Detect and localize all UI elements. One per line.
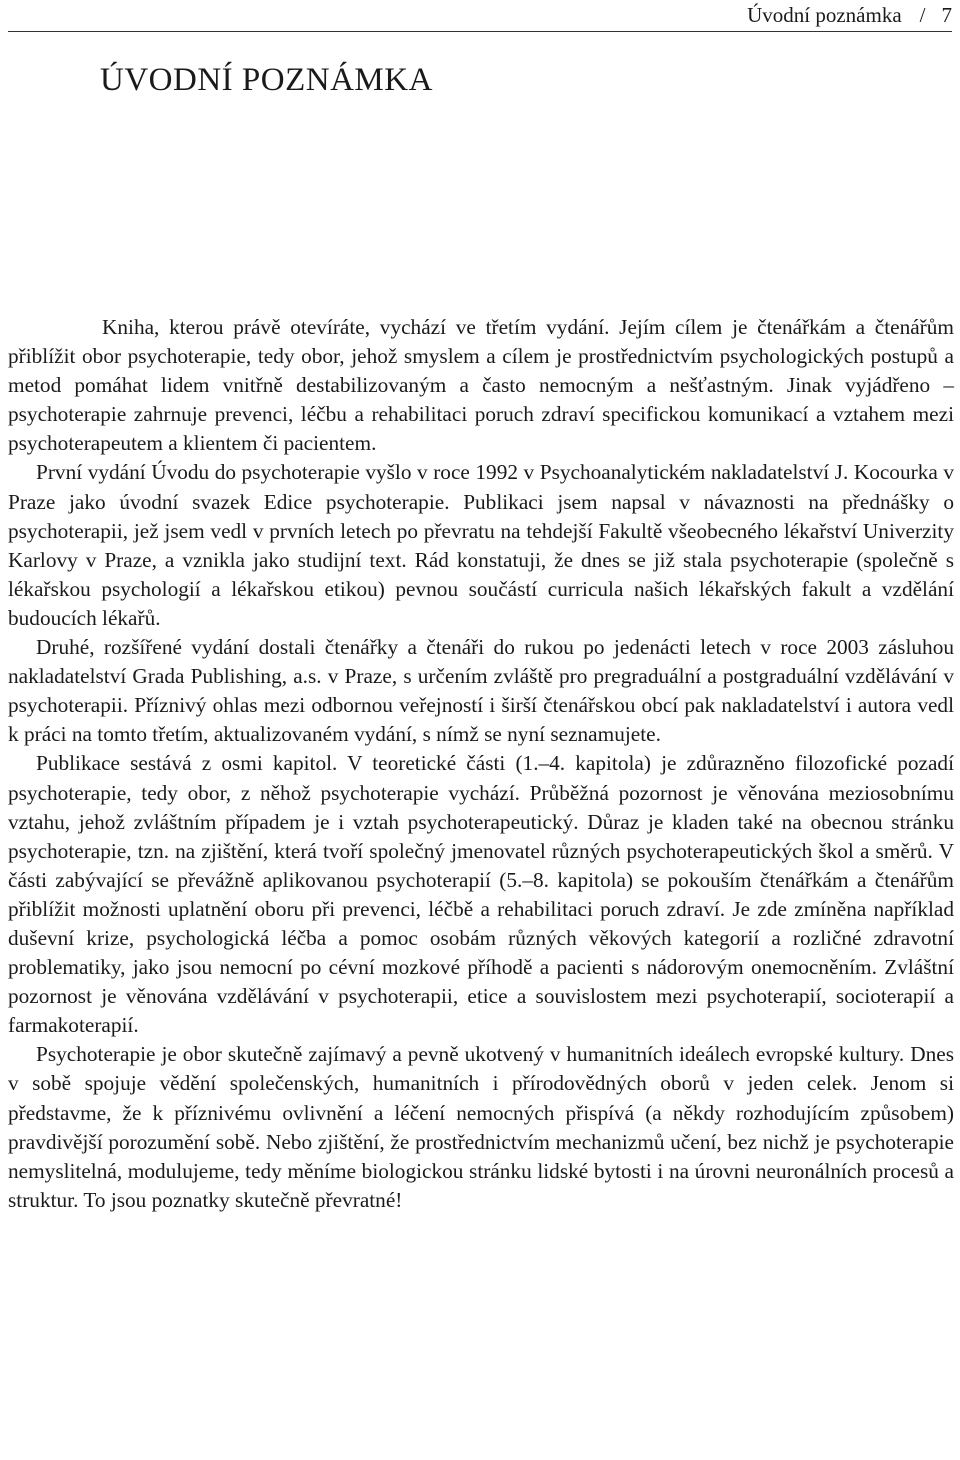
- paragraph-1: Kniha, kterou právě otevíráte, vychází ve třetím vydání. Jejím cílem je čtenářkám a čtenářům přiblížit obor psychoterapie, tedy obor, jehož smyslem a cílem je prostřednictvím psychologických postupů a metod pomáhat lidem vnitřně destabilizovaným a často nemocným a nešťastným. Jinak vyjádřeno – psychoterapie zahrnuje prevenci, léčbu a rehabilitaci poruch zdraví specifickou komunikací a vztahem mezi psychoterapeutem a klientem či pacientem.: [8, 315, 954, 456]
- running-head-section: Úvodní poznámka: [747, 3, 902, 27]
- header-rule: [8, 31, 952, 32]
- paragraph-5: Psychoterapie je obor skutečně zajímavý a pevně ukotvený v humanitních ideálech evropské kultury. Dnes v sobě spojuje vědění společenských, humanitních i přírodovědných oborů v jeden celek. Jenom si představme, že k příznivému ovlivnění a léčení nemocných přispívá (a někdy rozhodujícím způsobem) pravdivější porozumění sobě. Nebo zjištění, že prostřednictvím mechanizmů učení, bez nichž je psychoterapie nemyslitelná, modulujeme, tedy měníme biologickou stránku lidské bytosti i na úrovni neuronálních procesů a struktur. To jsou poznatky skutečně převratné!: [8, 1042, 954, 1212]
- paragraph-2: První vydání Úvodu do psychoterapie vyšlo v roce 1992 v Psychoanalytickém nakladatelství J. Kocourka v Praze jako úvodní svazek Edice psychoterapie. Publikaci jsem napsal v návaznosti na přednášky o psychoterapii, jež jsem vedl v prvních letech po převratu na tehdejší Fakultě všeobecného lékařství Univerzity Karlovy v Praze, a vznikla jako studijní text. Rád konstatuji, že dnes se již stala psychoterapie (společně s lékařskou psychologií a lékařskou etikou) pevnou součástí curricula našich lékařských fakult a vzdělání budoucích lékařů.: [8, 460, 954, 630]
- chapter-title: ÚVODNÍ POZNÁMKA: [100, 62, 433, 98]
- page-number: 7: [941, 3, 952, 27]
- body-text: [8, 313, 954, 1215]
- paragraph-3: Druhé, rozšířené vydání dostali čtenářky a čtenáři do rukou po jedenácti letech v roce 2003 zásluhou nakladatelství Grada Publishing, a.s. v Praze, s určením zvláště pro pregraduální a postgraduální vzdělávání v psychoterapii. Příznivý ohlas mezi odbornou veřejností i širší čtenářskou obcí pak nakladatelství i autora vedl k práci na tomto třetím, aktualizovaném vydání, s nímž se nyní seznamujete.: [8, 635, 954, 747]
- running-head: [747, 4, 952, 26]
- running-head-separator: /: [919, 3, 926, 27]
- paragraph-4: Publikace sestává z osmi kapitol. V teoretické části (1.–4. kapitola) je zdůrazněno filozofické pozadí psychoterapie, tedy obor, z něhož psychoterapie vychází. Průběžná pozornost je věnována meziosobnímu vztahu, jehož zvláštním případem je i vztah psychoterapeutický. Důraz je kladen také na obecnou stránku psychoterapie, tzn. na zjištění, která tvoří společný jmenovatel různých psychoterapeutických škol a směrů. V části zabývající se převážně aplikovanou psychoterapií (5.–8. kapitola) se pokouším čtenářkám a čtenářům přiblížit možnosti uplatnění oboru při prevenci, léčbě a rehabilitaci poruch zdraví. Je zde zmíněna například duševní krize, psychologická léčba a pomoc osobám různých věkových kategorií a rozličné zdravotní problematiky, jako jsou nemocní po cévní mozkové příhodě a pacienti s nádorovým onemocněním. Zvláštní pozornost je věnována vzdělávání v psychoterapii, etice a souvislostem mezi psychoterapií, socioterapií a farmakoterapií.: [8, 751, 954, 1038]
